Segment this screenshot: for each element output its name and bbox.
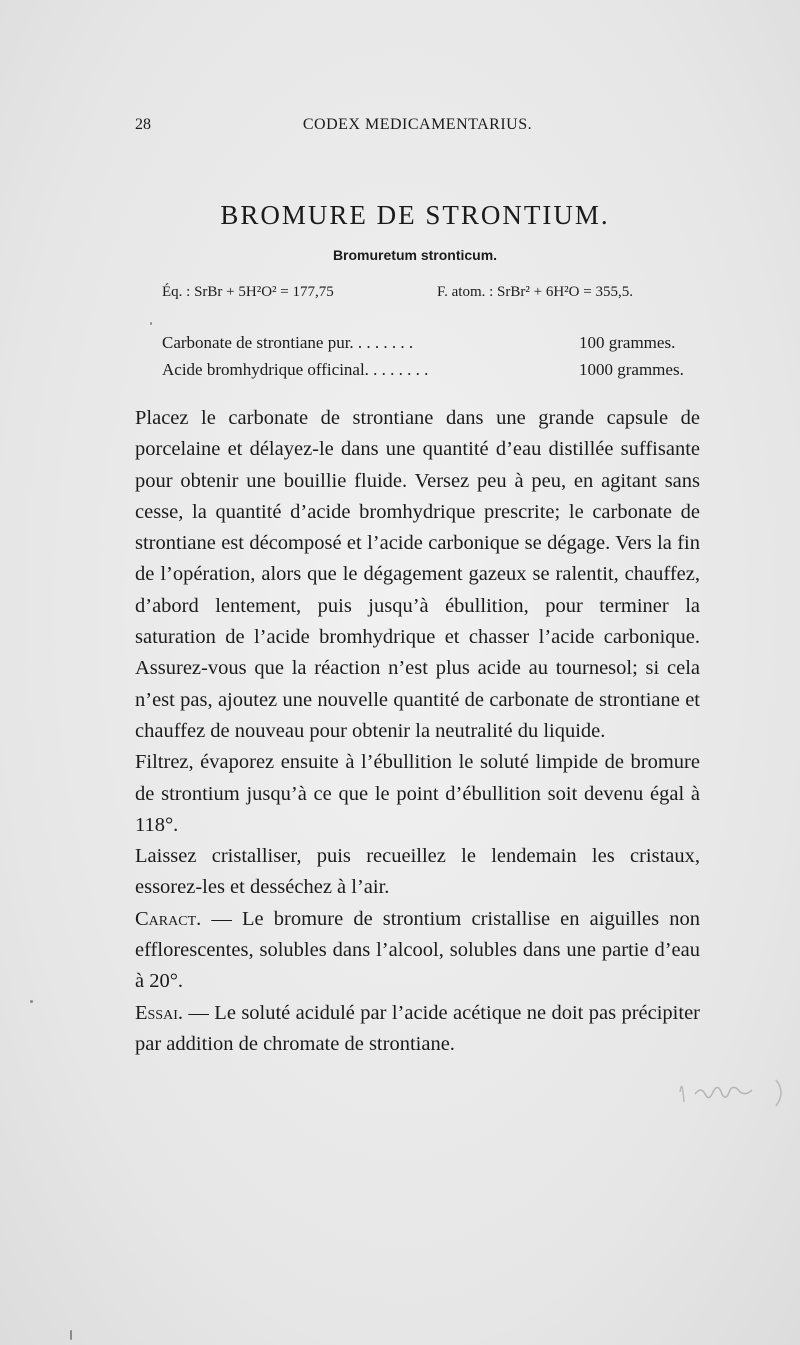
- page-number: 28: [135, 116, 151, 133]
- ingredient-name: Carbonate de strontiane pur. . . . . . . .: [162, 333, 414, 352]
- paragraph-crystallization: Laissez cristalliser, puis recueillez le lendemain les cristaux, essorez-les et desséchez à l’air.: [135, 845, 700, 899]
- latin-subtitle: Bromuretum stronticum.: [332, 247, 498, 263]
- caract-label: Caract.: [135, 907, 202, 930]
- paper-speck: [70, 1330, 72, 1340]
- atomic-formula: F. atom. : SrBr² + 6H²O = 355,5.: [437, 284, 633, 300]
- handwritten-mark: [670, 1072, 790, 1112]
- ingredient-row: [162, 360, 702, 387]
- equivalent-formula: Éq. : SrBr + 5H²O² = 177,75: [162, 284, 334, 300]
- paper-speck: [30, 1000, 33, 1003]
- running-head: [135, 116, 700, 140]
- ingredient-quantity: 100 grammes.: [579, 333, 676, 352]
- paragraph-test: [135, 998, 700, 1061]
- essai-text: — Le soluté acidulé par l’acide acétique ne doit pas précipiter par addition de chromate de strontiane.: [135, 1001, 700, 1055]
- caract-text: — Le bromure de strontium cristallise en aiguilles non efflorescentes, solubles dans l’alcool, solubles dans une partie d’eau à 20°.: [135, 907, 700, 993]
- ingredient-list: [162, 333, 702, 387]
- page-title: BROMURE DE STRONTIUM.: [220, 200, 610, 230]
- paragraph-filtration: Filtrez, évaporez ensuite à l’ébullition le soluté limpide de bromure de strontium jusqu’à ce que le point d’ébullition soit devenu égal à 118°.: [135, 751, 700, 836]
- paper-speck: [150, 322, 152, 325]
- ingredient-quantity: 1000 grammes.: [579, 360, 684, 379]
- body-text: [135, 403, 700, 1060]
- ingredient-name: Acide bromhydrique officinal. . . . . . . .: [162, 360, 429, 379]
- paragraph-characteristics: [135, 904, 700, 998]
- paragraph-preparation: Placez le carbonate de strontiane dans une grande capsule de porcelaine et délayez-le dans une quantité d’eau distillée suffisante pour obtenir une bouillie fluide. Versez peu à peu, en agitant sans cesse, la quantité d’acide bromhydrique prescrite; le carbonate de strontiane est décomposé et l’acide carbonique se dégage. Vers la fin de l’opération, alors que le dégagement gazeux se ralentit, chauffez, d’abord lentement, puis jusqu’à ébullition, pour terminer la saturation de l’acide bromhydrique et chasser l’acide carbonique. Assurez-vous que la réaction n’est plus acide au tournesol; si cela n’est pas, ajoutez une nouvelle quantité de carbonate de strontiane et chauffez de nouveau pour obtenir la neutralité du liquide.: [135, 407, 700, 742]
- essai-label: Essai.: [135, 1001, 183, 1024]
- running-title: CODEX MEDICAMENTARIUS.: [302, 116, 533, 133]
- ingredient-row: [162, 333, 702, 360]
